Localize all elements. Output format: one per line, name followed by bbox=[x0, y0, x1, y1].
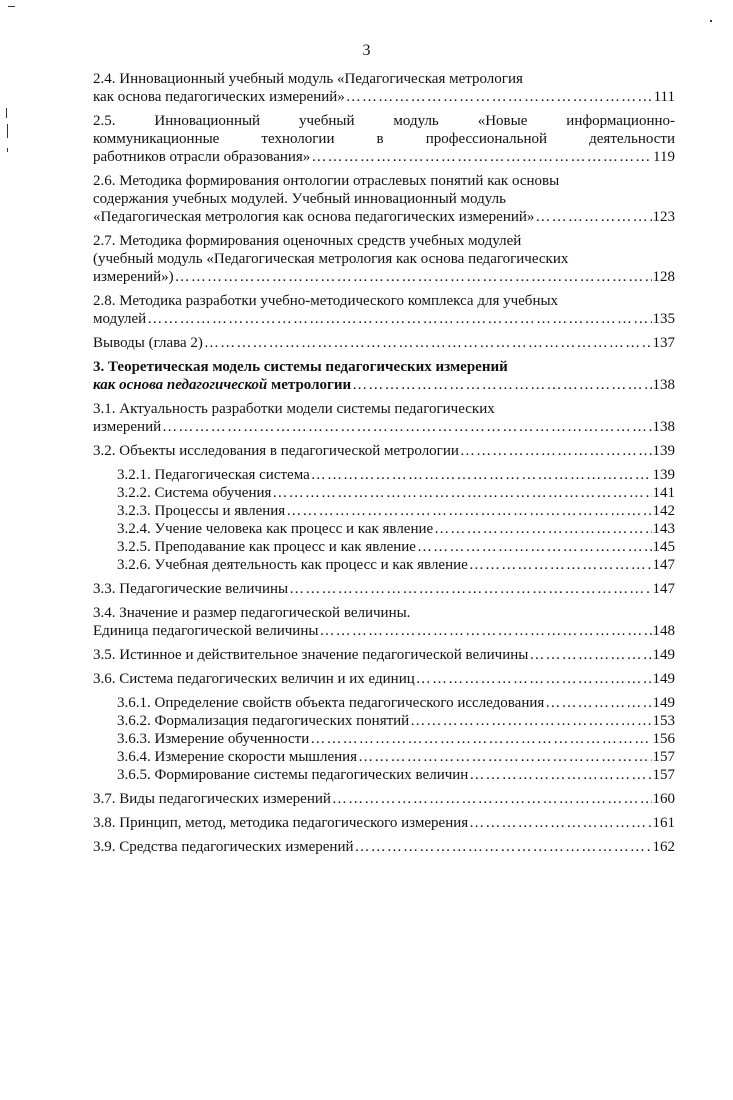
toc-entry-title: 3.6.1. Определение свойств объекта педагогического исследования bbox=[117, 695, 545, 711]
toc-leader-line bbox=[117, 766, 675, 784]
toc-leader-line bbox=[117, 502, 675, 520]
dot-leader bbox=[346, 88, 653, 106]
toc-entry-title: 3.6.3. Измерение обученности bbox=[117, 731, 310, 747]
dot-leader bbox=[352, 376, 651, 394]
dot-leader bbox=[332, 790, 652, 808]
toc-leader-line bbox=[117, 694, 675, 712]
dot-leader bbox=[289, 580, 651, 598]
toc-leader-line bbox=[93, 622, 675, 640]
toc-entry bbox=[93, 814, 675, 832]
dot-leader bbox=[310, 730, 651, 748]
dot-leader bbox=[529, 646, 651, 664]
toc-entry bbox=[93, 70, 675, 106]
toc-entry-text-line: (учебный модуль «Педагогическая метрология как основа педагогических bbox=[93, 251, 569, 267]
dot-leader bbox=[545, 694, 651, 712]
toc-leader-line bbox=[117, 730, 675, 748]
toc-entry bbox=[93, 838, 675, 856]
toc-entry-text-line: 2.5. Инновационный учебный модуль «Новые информационно- bbox=[93, 113, 675, 129]
toc-entry-text-line: 2.7. Методика формирования оценочных средств учебных модулей bbox=[93, 233, 522, 249]
toc-leader-line bbox=[93, 814, 675, 832]
toc-page-number: 162 bbox=[652, 839, 675, 855]
toc-leader-line bbox=[93, 790, 675, 808]
toc-leader-line bbox=[93, 88, 675, 106]
scan-artifact bbox=[7, 124, 8, 138]
toc-page-number: 147 bbox=[652, 581, 675, 597]
toc-entry-title: 3.6.4. Измерение скорости мышления bbox=[117, 749, 358, 765]
toc-entry-text-line: коммуникационные технологии в профессиональной деятельности bbox=[93, 131, 675, 147]
dot-leader bbox=[175, 268, 652, 286]
toc-entry-text-line: 2.4. Инновационный учебный модуль «Педагогическая метрология bbox=[93, 71, 523, 87]
toc-page-number: 157 bbox=[652, 749, 675, 765]
toc-page-number: 141 bbox=[652, 485, 675, 501]
toc-page-number: 149 bbox=[652, 695, 675, 711]
toc-entry bbox=[93, 646, 675, 664]
toc-page-number: 161 bbox=[652, 815, 675, 831]
toc-subentry bbox=[117, 748, 675, 766]
toc-entry-text-line: 3.4. Значение и размер педагогической величины. bbox=[93, 605, 411, 621]
scan-artifact bbox=[6, 108, 7, 118]
dot-leader bbox=[204, 334, 652, 352]
toc-entry-title: измерений bbox=[93, 419, 162, 435]
toc-page-number: 153 bbox=[652, 713, 675, 729]
toc-entry-title: Выводы (глава 2) bbox=[93, 335, 203, 351]
toc-page-number: 148 bbox=[652, 623, 675, 639]
toc-entry-title: 3.3. Педагогические величины bbox=[93, 581, 289, 597]
toc-page-number: 157 bbox=[652, 767, 675, 783]
toc-entry bbox=[93, 292, 675, 328]
toc-entry bbox=[93, 232, 675, 286]
dot-leader bbox=[535, 208, 651, 226]
scan-artifact bbox=[710, 20, 712, 22]
dot-leader bbox=[469, 766, 651, 784]
toc-page-number: 128 bbox=[652, 269, 675, 285]
page-number: 3 bbox=[362, 42, 371, 59]
toc-subentry bbox=[117, 694, 675, 712]
toc-page-number: 139 bbox=[652, 443, 675, 459]
toc-entry bbox=[93, 172, 675, 226]
toc-subentry bbox=[117, 466, 675, 484]
toc-leader-line bbox=[117, 466, 675, 484]
table-of-contents bbox=[93, 70, 675, 862]
toc-entry bbox=[93, 442, 675, 460]
toc-leader-line bbox=[117, 520, 675, 538]
dot-leader bbox=[417, 538, 652, 556]
toc-entry-title: 3.2.4. Учение человека как процесс и как явление bbox=[117, 521, 434, 537]
toc-subentry bbox=[117, 502, 675, 520]
toc-entry-text-line: 2.8. Методика разработки учебно-методического комплекса для учебных bbox=[93, 293, 559, 309]
toc-leader-line bbox=[117, 538, 675, 556]
toc-entry-title: 3.2.2. Система обучения bbox=[117, 485, 272, 501]
toc-entry-title: измерений») bbox=[93, 269, 174, 285]
toc-entry-title: Единица педагогической величины bbox=[93, 623, 319, 639]
dot-leader bbox=[358, 748, 651, 766]
dot-leader bbox=[319, 622, 651, 640]
toc-entry-title: 3.2.6. Учебная деятельность как процесс и как явление bbox=[117, 557, 468, 573]
toc-entry-text-line: 3. Теоретическая модель системы педагогических измерений bbox=[93, 359, 508, 375]
dot-leader bbox=[311, 466, 652, 484]
toc-leader-line bbox=[93, 580, 675, 598]
toc-leader-line bbox=[93, 646, 675, 664]
toc-page-number: 145 bbox=[652, 539, 675, 555]
toc-page-number: 111 bbox=[653, 89, 675, 105]
toc-leader-line bbox=[93, 442, 675, 460]
toc-entry bbox=[93, 580, 675, 598]
dot-leader bbox=[272, 484, 651, 502]
toc-subentry bbox=[117, 712, 675, 730]
toc-entry-title: модулей bbox=[93, 311, 147, 327]
toc-entry-title: 3.9. Средства педагогических измерений bbox=[93, 839, 354, 855]
toc-entry-title: работников отрасли образования» bbox=[93, 149, 311, 165]
dot-leader bbox=[311, 148, 652, 166]
toc-leader-line bbox=[93, 148, 675, 166]
dot-leader bbox=[434, 520, 651, 538]
toc-entry bbox=[93, 400, 675, 436]
toc-entry-title: 3.6. Система педагогических величин и их единиц bbox=[93, 671, 415, 687]
dot-leader bbox=[416, 670, 652, 688]
toc-entry-title-rest: метрологии bbox=[267, 377, 352, 393]
toc-entry-title: 3.5. Истинное и действительное значение педагогической величины bbox=[93, 647, 529, 663]
toc-entry-title: 3.6.2. Формализация педагогических понятий bbox=[117, 713, 410, 729]
toc-subentry bbox=[117, 766, 675, 784]
toc-entry-title: 3.2.5. Преподавание как процесс и как явление bbox=[117, 539, 416, 555]
toc-leader-line bbox=[93, 310, 675, 328]
toc-page-number: 160 bbox=[652, 791, 675, 807]
toc-entry-text-line: 2.6. Методика формирования онтологии отраслевых понятий как основы bbox=[93, 173, 560, 189]
toc-entry bbox=[93, 334, 675, 352]
toc-subentry bbox=[117, 556, 675, 574]
scan-artifact bbox=[7, 148, 8, 152]
toc-page-number: 149 bbox=[652, 671, 675, 687]
toc-entry-title-italic: как основа педагогической bbox=[93, 377, 268, 393]
dot-leader bbox=[410, 712, 651, 730]
toc-leader-line bbox=[93, 268, 675, 286]
toc-subentry bbox=[117, 730, 675, 748]
toc-page-number: 137 bbox=[652, 335, 675, 351]
toc-leader-line bbox=[93, 334, 675, 352]
toc-leader-line bbox=[93, 418, 675, 436]
dot-leader bbox=[469, 814, 651, 832]
toc-entry-title: 3.2.1. Педагогическая система bbox=[117, 467, 310, 483]
toc-page-number: 156 bbox=[652, 731, 675, 747]
toc-entry-title bbox=[93, 376, 351, 394]
toc-entry-title: «Педагогическая метрология как основа педагогических измерений» bbox=[93, 209, 535, 225]
toc-page-number: 138 bbox=[652, 419, 675, 435]
toc-entry-text-line: содержания учебных модулей. Учебный инновационный модуль bbox=[93, 191, 506, 207]
dot-leader bbox=[355, 838, 652, 856]
dot-leader bbox=[460, 442, 652, 460]
toc-entry-title: 3.6.5. Формирование системы педагогических величин bbox=[117, 767, 469, 783]
toc-page-number: 149 bbox=[652, 647, 675, 663]
toc-leader-line bbox=[93, 376, 675, 394]
toc-entry bbox=[93, 790, 675, 808]
toc-page-number: 123 bbox=[652, 209, 675, 225]
toc-leader-line bbox=[93, 838, 675, 856]
toc-page-number: 119 bbox=[653, 149, 675, 165]
toc-leader-line bbox=[117, 712, 675, 730]
toc-entry bbox=[93, 112, 675, 166]
toc-leader-line bbox=[117, 556, 675, 574]
toc-leader-line bbox=[93, 670, 675, 688]
toc-entry bbox=[93, 358, 675, 394]
toc-page-number: 139 bbox=[652, 467, 675, 483]
dot-leader bbox=[162, 418, 651, 436]
toc-page-number: 142 bbox=[652, 503, 675, 519]
toc-entry bbox=[93, 670, 675, 688]
toc-entry bbox=[93, 604, 675, 640]
toc-leader-line bbox=[117, 484, 675, 502]
toc-page-number: 147 bbox=[652, 557, 675, 573]
toc-entry-title: 3.2. Объекты исследования в педагогической метрологии bbox=[93, 443, 459, 459]
toc-entry-title: как основа педагогических измерений» bbox=[93, 89, 345, 105]
dot-leader bbox=[147, 310, 651, 328]
dot-leader bbox=[469, 556, 652, 574]
toc-page-number: 135 bbox=[652, 311, 675, 327]
toc-leader-line bbox=[93, 208, 675, 226]
toc-entry-title: 3.8. Принцип, метод, методика педагогического измерения bbox=[93, 815, 469, 831]
toc-entry-title: 3.2.3. Процессы и явления bbox=[117, 503, 286, 519]
toc-entry-title: 3.7. Виды педагогических измерений bbox=[93, 791, 331, 807]
toc-leader-line bbox=[117, 748, 675, 766]
toc-subentry bbox=[117, 538, 675, 556]
dot-leader bbox=[286, 502, 651, 520]
toc-subentry bbox=[117, 520, 675, 538]
toc-subentry bbox=[117, 484, 675, 502]
toc-page-number: 143 bbox=[652, 521, 675, 537]
scan-artifact bbox=[8, 6, 15, 7]
toc-page-number: 138 bbox=[652, 377, 675, 393]
toc-entry-text-line: 3.1. Актуальность разработки модели системы педагогических bbox=[93, 401, 495, 417]
